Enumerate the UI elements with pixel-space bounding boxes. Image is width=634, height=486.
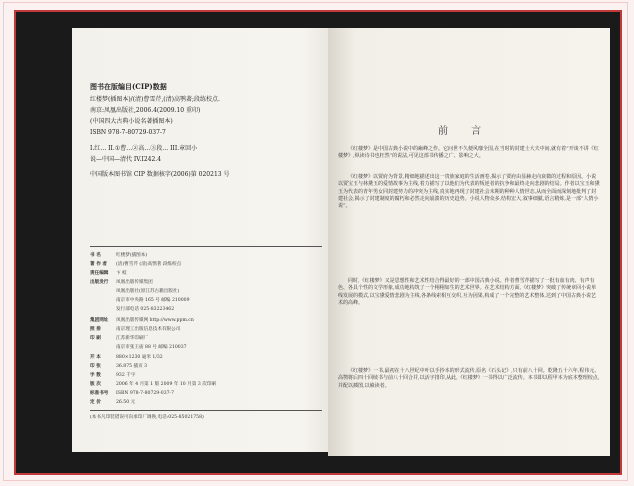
imprint-row: 著 作 者 (清)曹雪芹 (清)高鹗著 段练校点 [90, 262, 182, 267]
cip-header: 图书在版编目(CIP)数据 [90, 82, 167, 91]
imprint-row: 南京市中央路 165 号 邮编 210009 [116, 298, 190, 303]
inner-frame [14, 10, 622, 475]
preface-paragraph: 《红楼梦》是中国古典小说中的巅峰之作。它问世不久便风靡全国,在当时的封建士大夫中间,就有着“开谈不讲《红楼梦》,纵读诗书也枉然”的说法,可见这部书传播之广、影响之大。 [338, 146, 599, 160]
imprint-row: 版 次 2006 年 4 月第 1 版 2009 年 10 月第 3 次印刷 [90, 382, 216, 387]
cip-line: 红楼梦(插图本)/(清)曹雪芹,(清)高鹗著;段练校点. [90, 96, 220, 103]
preface-title: 前 言 [438, 126, 492, 137]
preface-paragraph: 《红楼梦》以贾府为背景,精细地描述出这一贵族家庭的生活画卷,揭示了贾府由显赫走向衰微的过程和原因。小说以贾宝玉与林黛玉的爱情故事为主线,着力描写了以他们为代表的叛逆者的抗争和最终走向悲剧的结局。作者以宝玉和黛玉为代表的青年男女同封建势力的冲突为主线,真实地再现了封建社会末期的种种人情世态,从而全面而深刻地批判了封建社会,揭示了封建制度的腐朽和必然走向崩溃的历史趋势。小说人物众多,结构宏大,叙事细腻,语言精炼,是一部“人情小说”。 [338, 174, 600, 209]
preface-paragraph: 同时,《红楼梦》又是思想性和艺术性结合得最好的一部中国古典小说。作者曹雪芹描写了一批有血有肉、有声有色、各具个性的文学形象,成功地构筑了一个栩栩如生的艺术世界。在艺术结构方面,《红楼梦》突破了传统章回小说单线发展的模式,以宝黛爱情悲剧为主线,各条线索相互交织,互为因果,构成了一个完整的艺术整体,达到了中国古典小说艺术的高峰。 [338, 278, 597, 306]
imprint-row: 定 价 26.50 元 [90, 400, 136, 405]
cip-line: ISBN 978-7-80729-037-7 [90, 129, 166, 136]
imprint-row: 开 本 880×1230 毫米 1/32 [90, 355, 163, 360]
cip-line: I.红… II.①曹…②高…③段… III.章回小 [90, 145, 198, 152]
cip-line: 说—中国—清代 IV.I242.4 [90, 156, 162, 163]
imprint-row: 书 名 红楼梦(插图本) [90, 253, 148, 258]
imprint-row: 凤凰出版社(原江苏古籍出版社) [116, 289, 180, 294]
cip-line: (中国四大古典小说名著插图本) [90, 118, 173, 125]
imprint-row: 责任编辑 卞 岐 [90, 271, 127, 276]
imprint-row: 标准书号 ISBN 978-7-80729-037-7 [90, 391, 175, 396]
imprint-row: 南京市张王庙 88 号 邮编 210037 [116, 345, 187, 350]
cip-line: 中国版本图书馆 CIP 数据核字(2006)第 020213 号 [90, 171, 230, 178]
imprint-row: 印 刷 江苏新华印刷厂 [90, 336, 149, 341]
imprint-row: 集团网址 凤凰出版传媒网 http://www.ppm.cn [90, 318, 194, 323]
imprint-row: 印 张 36.875 插页 3 [90, 364, 148, 369]
imprint-row: 照 排 南京理工出版信息技术有限公司 [90, 327, 181, 332]
preface-paragraph: 《红楼梦》一书,最初在十八世纪中叶以手抄本的形式流传,原名《石头记》,只有前八十回。乾隆五十六年,程伟元、高鹗将后四十回续书与前八十回合并,以活字排印,从此,《红楼梦》一书得以广泛流传。本书即以程甲本为底本整理校点,并配以插图,以飨读者。 [338, 368, 600, 389]
imprint-note: (本书凡印装错误可向承印厂调换,电话:025-85021758) [90, 415, 204, 420]
imprint-row: 字 数 932 千字 [90, 373, 136, 378]
cip-line: 南京:凤凰出版社,2006.4(2009.10 重印) [90, 107, 201, 114]
imprint-row: 出版发行 凤凰出版传媒集团 [90, 280, 153, 285]
imprint-row: 发行部电话 025-83223462 [116, 307, 175, 312]
